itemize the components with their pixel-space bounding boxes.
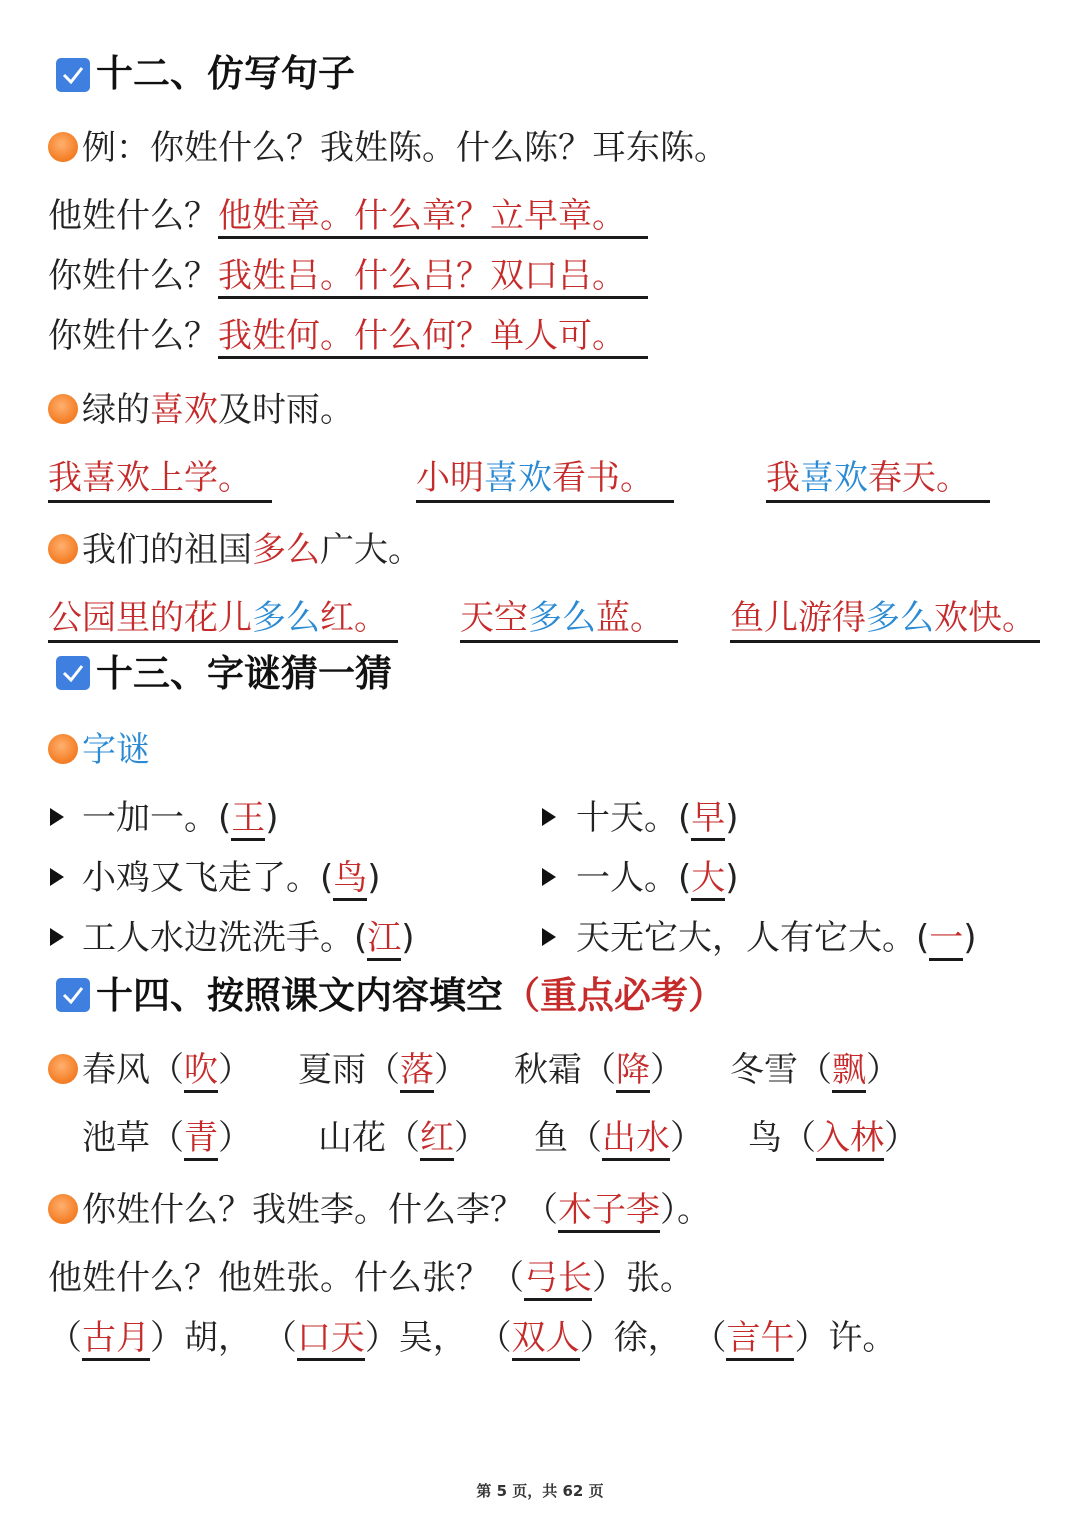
surname-text: ）徐， [579, 1318, 682, 1358]
riddle-item [82, 916, 415, 960]
imitation-keyword: 多么 [252, 598, 320, 638]
riddle-question: 一加一。( [82, 798, 232, 838]
section-14-title-text: 十四、按照课文内容填空 [96, 974, 503, 1017]
fill-word: 鱼（ [534, 1118, 602, 1158]
riddle-paren: ) [725, 798, 739, 838]
fill-item [748, 1116, 918, 1160]
example-line: 例：你姓什么？我姓陈。什么陈？耳东陈。 [82, 128, 728, 168]
fill-item [82, 1116, 252, 1160]
triangle-bullet-icon [542, 928, 556, 946]
riddle-answer: 一 [929, 918, 963, 961]
answer-line-2 [48, 254, 648, 298]
pattern-line-3 [82, 528, 422, 572]
riddle-paren: ) [725, 858, 739, 898]
fill-item [534, 1116, 704, 1160]
triangle-bullet-icon [50, 808, 64, 826]
imitation-2 [416, 456, 674, 503]
surname-line-3 [48, 1316, 896, 1360]
riddle-question: 天无它大，人有它大。( [576, 918, 930, 958]
riddle-paren: ) [265, 798, 279, 838]
bullet-dot-icon [48, 534, 78, 564]
fill-paren: ） [866, 1050, 900, 1090]
surname-text: ）吴， [364, 1318, 467, 1358]
fill-word: 山花（ [318, 1118, 420, 1158]
fill-item [298, 1048, 468, 1092]
riddle-paren: ) [401, 918, 415, 958]
pattern-line-2 [82, 388, 354, 432]
surname-answer: 木子李 [558, 1190, 660, 1233]
section-14-title-emphasis: （重点必考） [503, 974, 725, 1017]
surname-line-1 [82, 1188, 711, 1232]
fill-answer: 青 [184, 1118, 218, 1161]
answer-text: 他姓章。什么章？立早章。 [218, 196, 648, 239]
surname-answer: 双人 [512, 1318, 580, 1361]
surname-text: ）张。 [592, 1258, 694, 1298]
fill-word: 夏雨（ [298, 1050, 400, 1090]
bullet-dot-icon [48, 132, 78, 162]
question-text: 他姓什么？ [48, 196, 218, 236]
imitation-keyword: 多么 [528, 598, 596, 638]
imitation-3 [766, 456, 990, 503]
surname-paren: （ [48, 1318, 82, 1358]
surname-paren: （ [692, 1318, 727, 1358]
riddle-answer: 王 [231, 798, 265, 841]
riddle-subtitle: 字谜 [82, 730, 150, 770]
imitation-text: 小明 [416, 458, 484, 498]
imitation-4 [48, 596, 398, 643]
section-12-title: 十二、仿写句子 [96, 52, 355, 95]
imitation-keyword: 多么 [866, 598, 934, 638]
page-number: 第 5 页，共 62 页 [476, 1482, 604, 1500]
section-14-title [96, 972, 725, 1020]
surname-answer: 弓长 [524, 1258, 592, 1301]
pattern-keyword: 喜欢 [150, 390, 218, 430]
imitation-text: 我喜欢上学。 [48, 458, 252, 498]
checkbox-icon [56, 58, 90, 92]
imitation-text: 蓝。 [596, 598, 664, 638]
riddle-paren: ) [963, 918, 977, 958]
imitation-text: 春天。 [868, 458, 970, 498]
riddle-paren: ) [367, 858, 381, 898]
riddle-question: 十天。( [576, 798, 692, 838]
riddle-item [82, 796, 279, 840]
pattern-text: 及时雨。 [218, 390, 354, 430]
section-13-title: 十三、字谜猜一猜 [96, 652, 392, 695]
surname-answer: 口天 [297, 1318, 365, 1361]
bullet-dot-icon [48, 1194, 78, 1224]
imitation-text: 鱼儿游得 [730, 598, 866, 638]
checkbox-icon [56, 656, 90, 690]
fill-answer: 落 [400, 1050, 434, 1093]
riddle-answer: 江 [367, 918, 401, 961]
fill-answer: 红 [420, 1118, 454, 1161]
fill-paren: ） [884, 1118, 918, 1158]
checkbox-icon [56, 978, 90, 1012]
fill-word: 秋霜（ [514, 1050, 616, 1090]
bullet-dot-icon [48, 734, 78, 764]
fill-word: 鸟（ [748, 1118, 816, 1158]
surname-line-2 [48, 1256, 694, 1300]
triangle-bullet-icon [50, 868, 64, 886]
imitation-text: 天空 [460, 598, 528, 638]
fill-word: 春风（ [82, 1050, 184, 1090]
question-text: 你姓什么？ [48, 316, 218, 356]
fill-answer: 吹 [184, 1050, 218, 1093]
surname-text: ）。 [660, 1190, 711, 1230]
imitation-text: 红。 [320, 598, 388, 638]
riddle-item [576, 916, 977, 960]
pattern-text: 我们的祖国 [82, 530, 252, 570]
answer-text: 我姓吕。什么吕？双口吕。 [218, 256, 648, 299]
fill-answer: 飘 [832, 1050, 866, 1093]
fill-item [730, 1048, 900, 1092]
triangle-bullet-icon [542, 808, 556, 826]
surname-answer: 言午 [726, 1318, 794, 1361]
riddle-answer: 鸟 [333, 858, 367, 901]
fill-word: 冬雪（ [730, 1050, 832, 1090]
riddle-item [576, 796, 739, 840]
fill-word: 池草（ [82, 1118, 184, 1158]
surname-text: 你姓什么？我姓李。什么李？（ [82, 1190, 558, 1230]
answer-line-3 [48, 314, 648, 358]
riddle-item [82, 856, 381, 900]
bullet-dot-icon [48, 394, 78, 424]
fill-item [318, 1116, 488, 1160]
riddle-answer: 早 [691, 798, 725, 841]
fill-paren: ） [218, 1118, 252, 1158]
fill-paren: ） [670, 1118, 704, 1158]
triangle-bullet-icon [542, 868, 556, 886]
pattern-text: 广大。 [320, 530, 422, 570]
fill-paren: ） [650, 1050, 684, 1090]
riddle-question: 工人水边洗洗手。( [82, 918, 368, 958]
imitation-text: 我 [766, 458, 800, 498]
question-text: 你姓什么？ [48, 256, 218, 296]
imitation-5 [460, 596, 678, 643]
surname-paren: （ [262, 1318, 297, 1358]
fill-paren: ） [218, 1050, 252, 1090]
surname-text: 他姓什么？他姓张。什么张？（ [48, 1258, 524, 1298]
pattern-text: 绿的 [82, 390, 150, 430]
riddle-answer: 大 [691, 858, 725, 901]
riddle-question: 小鸡又飞走了。( [82, 858, 334, 898]
fill-answer: 降 [616, 1050, 650, 1093]
answer-text: 我姓何。什么何？单人可。 [218, 316, 648, 359]
imitation-1 [48, 456, 272, 503]
riddle-question: 一人。( [576, 858, 692, 898]
fill-item [514, 1048, 684, 1092]
triangle-bullet-icon [50, 928, 64, 946]
imitation-6 [730, 596, 1040, 643]
surname-paren: （ [477, 1318, 512, 1358]
riddle-item [576, 856, 739, 900]
imitation-keyword: 喜欢 [800, 458, 868, 498]
imitation-text: 欢快。 [934, 598, 1036, 638]
bullet-dot-icon [48, 1054, 78, 1084]
surname-text: ）胡， [150, 1318, 252, 1358]
surname-answer: 古月 [82, 1318, 150, 1361]
fill-paren: ） [454, 1118, 488, 1158]
imitation-text: 看书。 [552, 458, 654, 498]
fill-answer: 入林 [816, 1118, 884, 1161]
surname-text: ）许。 [794, 1318, 897, 1358]
imitation-keyword: 喜欢 [484, 458, 552, 498]
fill-item [82, 1048, 252, 1092]
imitation-text: 公园里的花儿 [48, 598, 252, 638]
fill-answer: 出水 [602, 1118, 670, 1161]
answer-line-1 [48, 194, 648, 238]
fill-paren: ） [434, 1050, 468, 1090]
pattern-keyword: 多么 [252, 530, 320, 570]
